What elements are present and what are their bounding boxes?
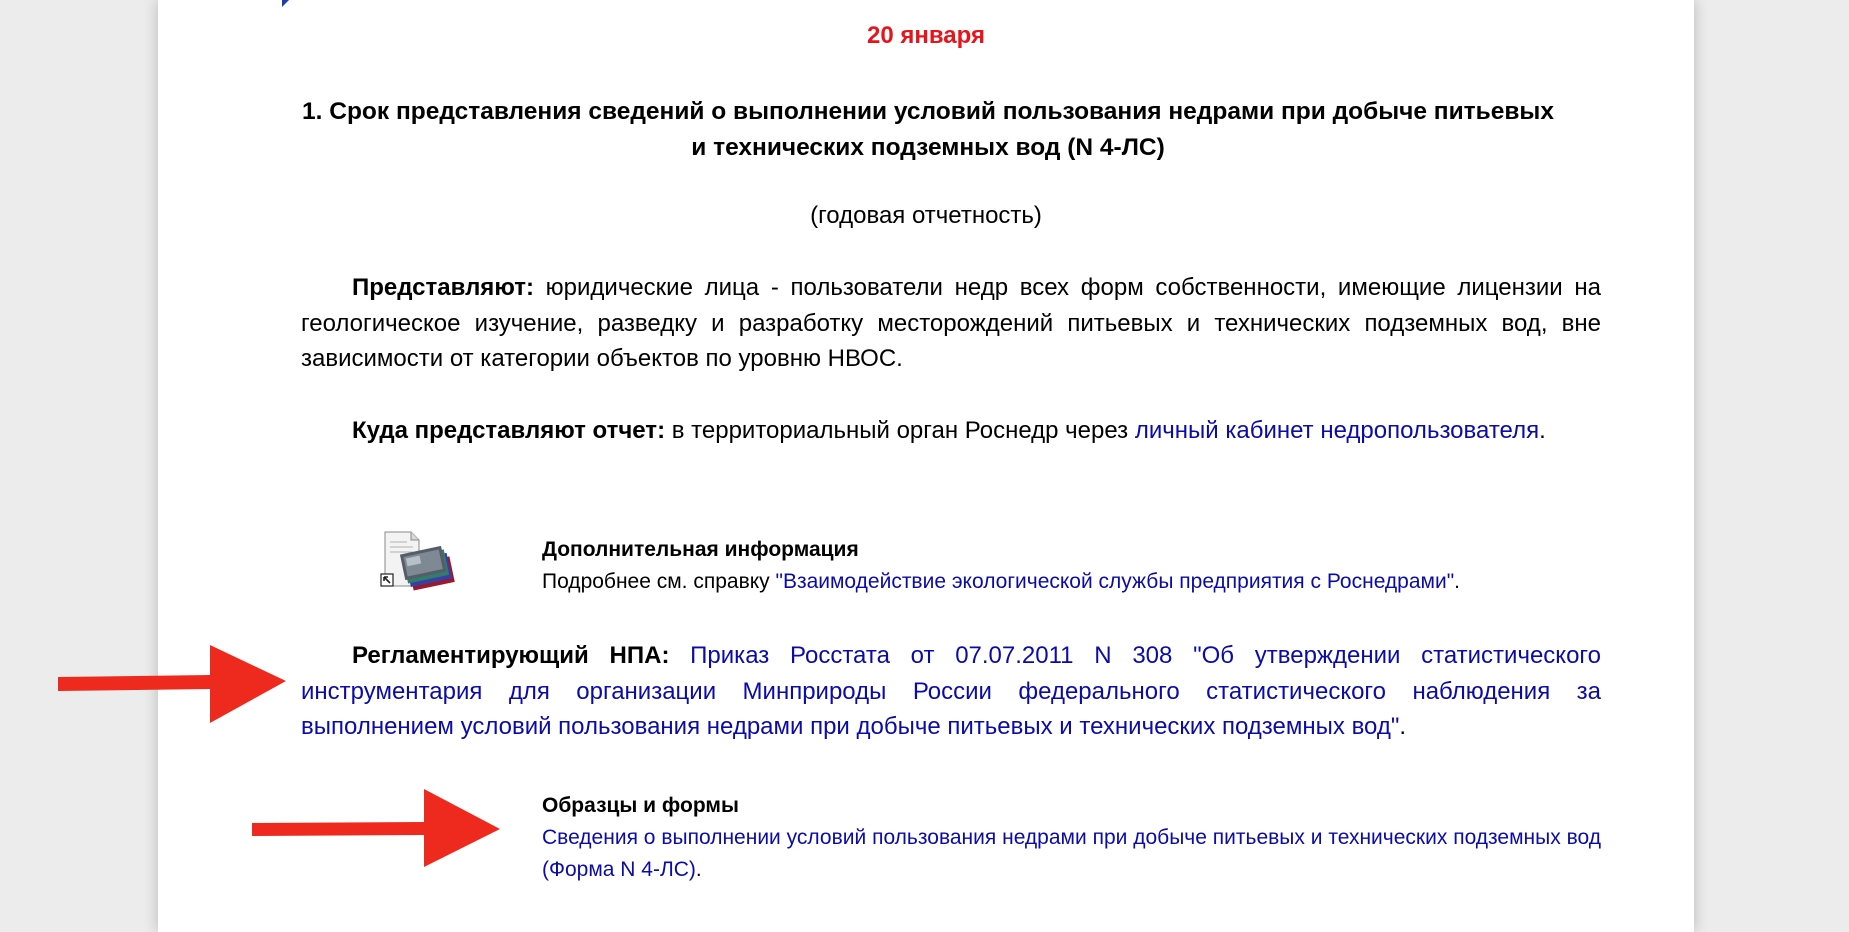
- who-submits-paragraph: [301, 270, 1601, 377]
- personal-account-link[interactable]: личный кабинет недропользователя: [1134, 417, 1540, 444]
- additional-info-end: .: [1454, 570, 1460, 593]
- where-submit-label: Куда представляют отчет:: [352, 417, 666, 444]
- documents-stack-icon: [377, 530, 461, 592]
- deadline-date: 20 января: [867, 22, 985, 49]
- regulation-paragraph: [301, 638, 1601, 745]
- who-submits-label: Представляют:: [352, 274, 534, 301]
- red-arrow-icon: [252, 789, 500, 867]
- corner-mark-icon: [280, 0, 290, 8]
- additional-info-text: Подробнее см. справку: [542, 570, 776, 593]
- rosnedra-interaction-link[interactable]: "Взаимодействие экологической службы предприятия с Роснедрами": [775, 570, 1455, 593]
- forms-heading: Образцы и формы: [542, 794, 739, 817]
- regulation-label: Регламентирующий НПА:: [352, 642, 670, 669]
- rosstat-order-link[interactable]: Приказ Росстата от 07.07.2011 N 308 "Об утверждении статистического инструментария для организации Минприроды России федерального статистического наблюдения за выполнением условий пользования недрами при добыче питьевых и технических подземных вод": [301, 642, 1601, 740]
- additional-info-block: [542, 534, 1602, 598]
- who-submits-text: юридические лица - пользователи недр всех форм собственности, имеющие лицензии на геологическое изучение, разведку и разработку месторождений питьевых и технических подземных вод, вне зависимости от категории объектов по уровню НВОС.: [301, 274, 1601, 372]
- forms-text: [542, 822, 1601, 886]
- red-arrow-icon: [58, 645, 286, 723]
- where-submit-paragraph: [301, 413, 1601, 449]
- regulation-end: .: [1399, 713, 1407, 740]
- report-periodicity: (годовая отчетность): [810, 202, 1042, 229]
- forms-end: .: [695, 858, 702, 881]
- form-4ls-link[interactable]: Сведения о выполнении условий пользования недрами при добыче питьевых и технических подземных вод (Форма N 4-ЛС): [542, 826, 1601, 881]
- report-title: 1. Срок представления сведений о выполнении условий пользования недрами при добыче питьевых и технических подземных вод (N 4-ЛС): [302, 98, 1554, 161]
- additional-info-heading: Дополнительная информация: [542, 538, 859, 561]
- where-submit-end: .: [1539, 417, 1546, 444]
- where-submit-text: в территориальный орган Роснедр через: [665, 417, 1135, 444]
- forms-block: [542, 790, 1601, 886]
